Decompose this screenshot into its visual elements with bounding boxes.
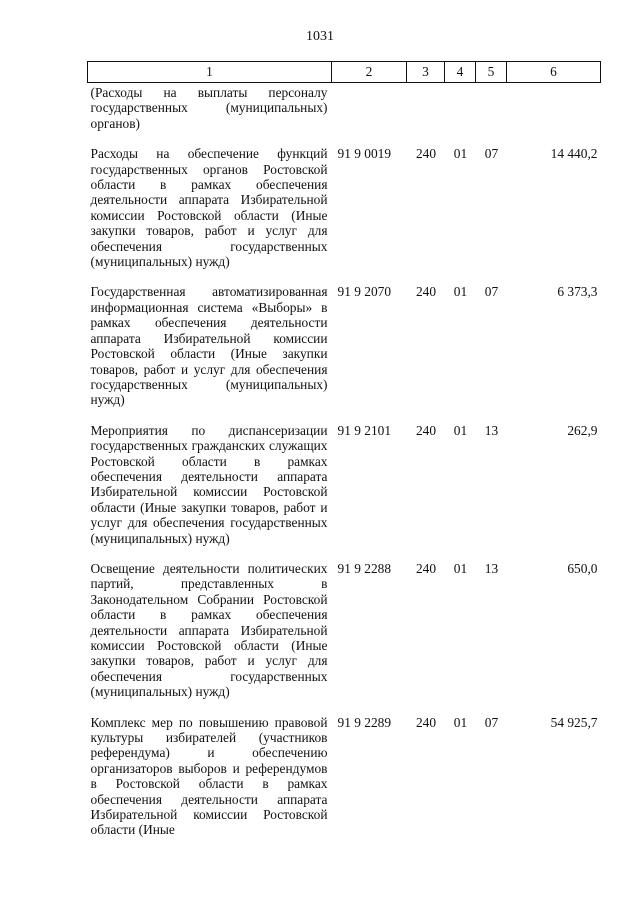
row-subsection: 13 xyxy=(484,422,499,438)
row-target-code: 91 9 2070 xyxy=(337,284,392,300)
row-section: 01 xyxy=(453,422,468,438)
column-header-1: 1 xyxy=(88,62,332,83)
column-header-5: 5 xyxy=(476,62,507,83)
row-section: 01 xyxy=(453,146,468,162)
row-amount xyxy=(507,83,601,147)
table-row xyxy=(88,284,601,422)
row-target-code: 91 9 2288 xyxy=(337,560,392,576)
row-target-code: 91 9 0019 xyxy=(337,146,392,162)
table-row xyxy=(88,561,601,715)
row-section: 01 xyxy=(453,714,468,730)
column-header-2: 2 xyxy=(332,62,407,83)
table-body xyxy=(88,83,601,838)
budget-table xyxy=(87,61,601,838)
table-header xyxy=(88,62,601,83)
row-expense-type: 240 xyxy=(415,284,437,300)
row-name: Государственная автоматизированная информационная система «Выборы» в рамках обеспечения деятельности аппарата Избирательной комиссии Ростовской области (Иные закупки товаров, работ и услуг для обеспечения государственных (муниципальных) нужд) xyxy=(90,284,328,408)
row-target-code xyxy=(332,83,407,147)
row-amount: 6 373,3 xyxy=(557,284,598,300)
page-number: 1031 xyxy=(306,29,334,44)
row-amount: 54 925,7 xyxy=(550,714,598,730)
row-subsection: 07 xyxy=(484,714,499,730)
row-subsection xyxy=(476,83,507,147)
column-header-6: 6 xyxy=(507,62,601,83)
table-row xyxy=(88,715,601,838)
table-row xyxy=(88,423,601,561)
row-name: (Расходы на выплаты персоналу государственных (муниципальных) органов) xyxy=(90,85,328,131)
row-subsection: 13 xyxy=(484,560,499,576)
column-header-3: 3 xyxy=(407,62,445,83)
row-expense-type: 240 xyxy=(415,714,437,730)
row-target-code: 91 9 2101 xyxy=(337,422,392,438)
header-row xyxy=(88,62,601,83)
row-name: Освещение деятельности политических партий, представленных в Законодательном Собрании Ростовской области в рамках обеспечения деятельности аппарата Избирательной комиссии Ростовской области (Иные закупки товаров, работ и услуг для обеспечения государственных (муниципальных) нужд) xyxy=(90,560,328,700)
row-section: 01 xyxy=(453,284,468,300)
row-section xyxy=(445,83,476,147)
table-row xyxy=(88,146,601,284)
row-subsection: 07 xyxy=(484,284,499,300)
row-amount: 650,0 xyxy=(567,560,598,576)
row-section: 01 xyxy=(453,560,468,576)
row-name: Комплекс мер по повышению правовой культуры избирателей (участников референдума) и обеспечению организаторов выборов и референдумов в Ростовской области в рамках обеспечения деятельности аппарата Избирательной комиссии Ростовской области (Иные xyxy=(90,714,328,838)
row-name: Мероприятия по диспансеризации государственных гражданских служащих Ростовской области в рамках обеспечения деятельности аппарата Избирательной комиссии Ростовской области (Иные закупки товаров, работ и услуг для обеспечения государственных (муниципальных) нужд) xyxy=(90,422,328,546)
row-name: Расходы на обеспечение функций государственных органов Ростовской области в рамках обеспечения деятельности аппарата Избирательной комиссии Ростовской области (Иные закупки товаров, работ и услуг для обеспечения государственных (муниципальных) нужд) xyxy=(90,146,328,270)
row-expense-type: 240 xyxy=(415,560,437,576)
table-row xyxy=(88,83,601,147)
row-expense-type: 240 xyxy=(415,146,437,162)
row-amount: 262,9 xyxy=(567,422,598,438)
column-header-4: 4 xyxy=(445,62,476,83)
row-expense-type xyxy=(407,83,445,147)
row-target-code: 91 9 2289 xyxy=(337,714,392,730)
row-subsection: 07 xyxy=(484,146,499,162)
row-amount: 14 440,2 xyxy=(550,146,598,162)
row-expense-type: 240 xyxy=(415,422,437,438)
